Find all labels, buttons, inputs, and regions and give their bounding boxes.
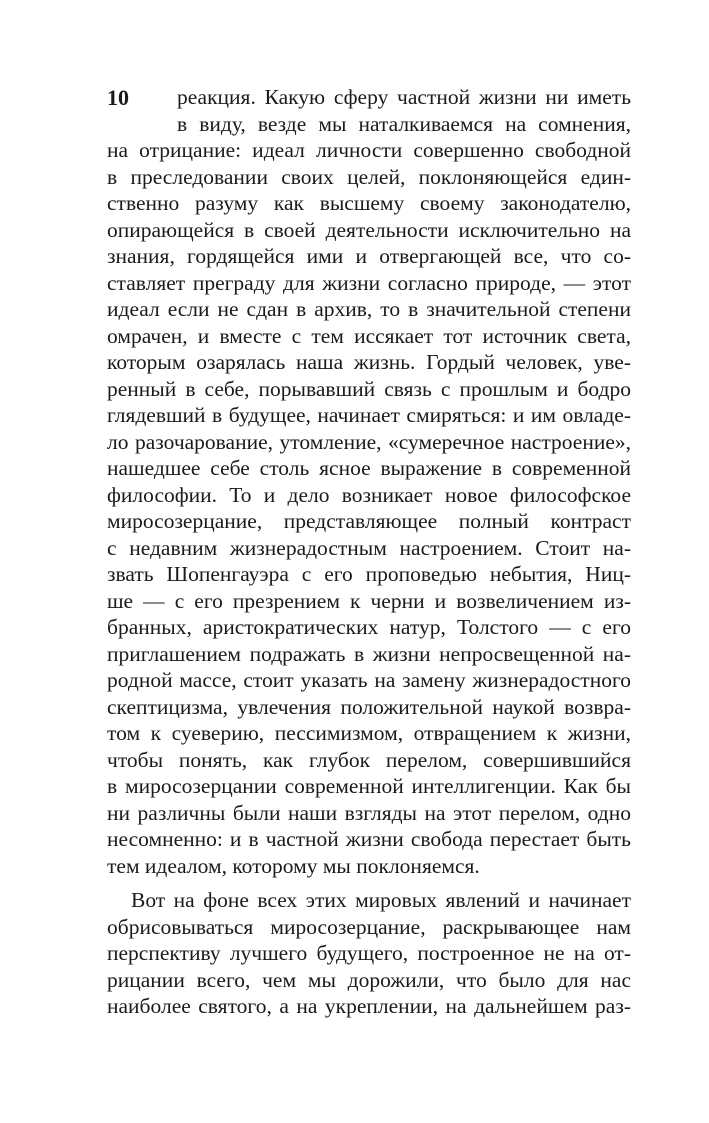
text-line: ставляет преграду для жизни согласно природе, — этот: [107, 270, 631, 295]
text-line: родной массе, стоит указать на замену жизнерадостного: [107, 668, 631, 692]
page-number: 10: [107, 85, 129, 110]
text-line: в преследовании своих целей, поклоняющейся един-: [107, 164, 631, 189]
text-line: несомненно: и в частной жизни свобода перестает быть: [107, 827, 631, 851]
text-line: рицании всего, чем мы дорожили, что было для нас: [107, 967, 631, 992]
text-line: ренный в себе, порывавший связь с прошлым и бодро: [107, 376, 631, 401]
text-line: звать Шопенгауэра с его проповедью небытия, Ниц-: [107, 562, 631, 586]
text-line: на отрицание: идеал личности совершенно свободной: [107, 138, 631, 162]
text-line: миросозерцание, представляющее полный контраст: [107, 509, 631, 533]
text-line: с недавним жизнерадостным настроением. Стоит на-: [107, 535, 631, 560]
text-line: ло разочарование, утомление, «сумеречное настроение»,: [107, 429, 631, 454]
text-line: ственно разуму как высшему своему законодателю,: [107, 191, 631, 215]
text-line: в миросозерцании современной интеллигенции. Как бы: [107, 774, 631, 798]
text-line: приглашением подражать в жизни непросвещенной на-: [107, 641, 631, 666]
text-line: реакция. Какую сферу частной жизни ни иметь: [177, 85, 631, 109]
text-line: перспективу лучшего будущего, построенное не на от-: [107, 941, 631, 965]
text-line: бранных, аристократических натур, Толстого — с его: [107, 615, 631, 639]
text-line: знания, гордящейся ими и отвергающей все, что со-: [107, 244, 631, 268]
text-line: том к суеверию, пессимизмом, отвращением к жизни,: [107, 721, 631, 745]
body-text: [107, 84, 631, 1020]
text-line: идеал если не сдан в архив, то в значительной степени: [107, 297, 631, 321]
text-line: наиболее святого, а на укреплении, на дальнейшем раз-: [107, 994, 631, 1018]
text-line: Вот на фоне всех этих мировых явлений и начинает: [131, 888, 631, 912]
text-line: нашедшее себе столь ясное выражение в современной: [107, 456, 631, 480]
text-line: ше — с его презрением к черни и возвеличением из-: [107, 588, 631, 613]
text-line: тем идеалом, которому мы поклоняемся.: [107, 853, 480, 878]
text-line: ни различны были наши взгляды на этот перелом, одно: [107, 800, 631, 825]
text-line: чтобы понять, как глубок перелом, совершившийся: [107, 747, 631, 772]
paragraph: [107, 887, 631, 1020]
paragraph: [107, 84, 631, 879]
text-line: обрисовываться миросозерцание, раскрывающее нам: [107, 914, 631, 939]
text-line: глядевший в будущее, начинает смиряться: и им овладе-: [107, 403, 631, 427]
text-line: которым озарялась наша жизнь. Гордый человек, уве-: [107, 350, 631, 374]
text-line: омрачен, и вместе с тем иссякает тот источник света,: [107, 323, 631, 348]
paragraph-gap: [107, 879, 631, 887]
text-line: философии. То и дело возникает новое философское: [107, 482, 631, 507]
text-line: в виду, везде мы наталкиваемся на сомнения,: [177, 111, 631, 136]
text-line: опирающейся в своей деятельности исключительно на: [107, 217, 631, 242]
text-line: скептицизма, увлечения положительной наукой возвра-: [107, 694, 631, 719]
